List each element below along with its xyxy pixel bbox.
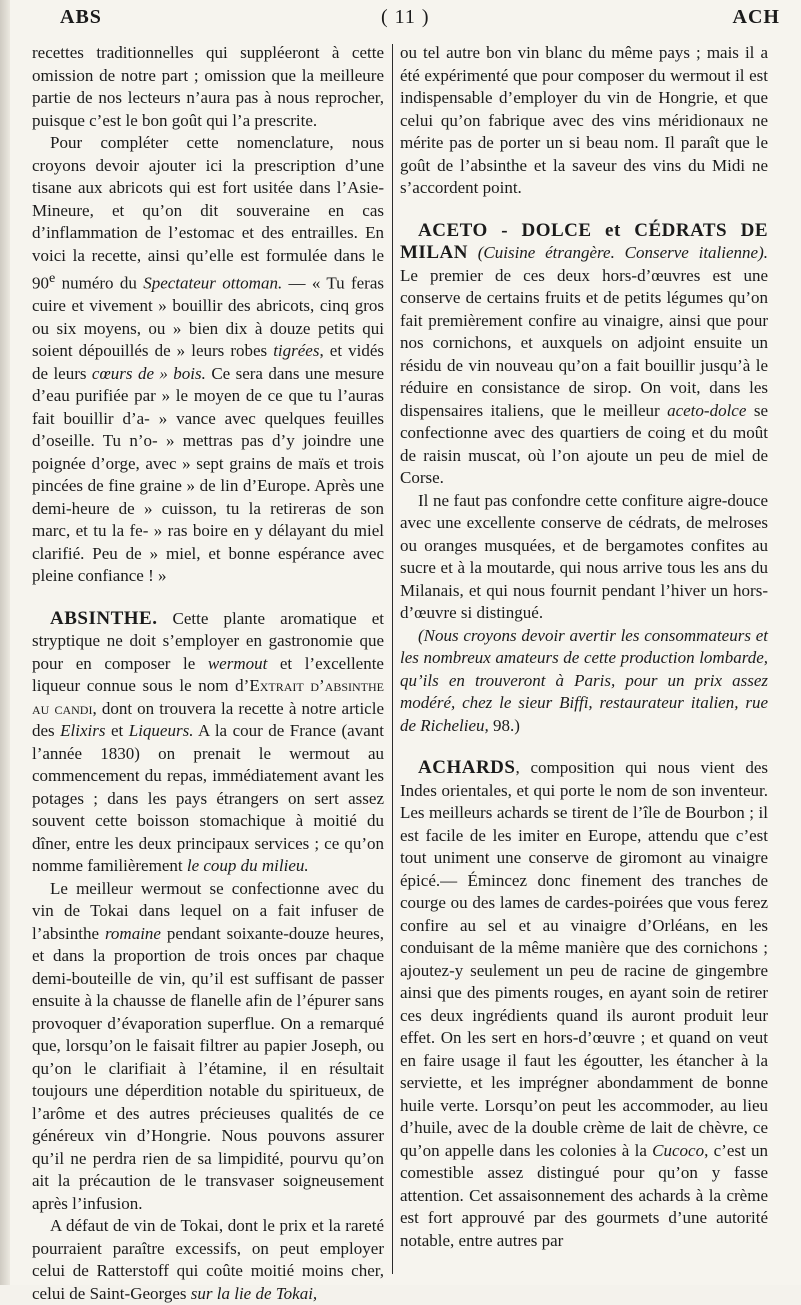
italic-run: le coup du milieu. xyxy=(186,856,309,876)
text-run: et xyxy=(105,721,129,741)
italic-run: Spectateur ottoman. xyxy=(143,273,283,293)
header-left-word: ABS xyxy=(60,6,102,28)
entry-heading: ACETO - DOLCE et CÉDRATS DE MILAN xyxy=(400,219,768,263)
italic-run: sur la lie de Tokai, xyxy=(190,1283,318,1303)
paragraph-tokai xyxy=(32,1215,384,1305)
italic-run: aceto-dolce xyxy=(667,400,747,420)
text-run: numéro du xyxy=(55,273,144,293)
italic-run: Liqueurs. xyxy=(128,721,194,741)
italic-run: Cucoco xyxy=(652,1140,705,1160)
text-run: A la cour de France (avant l’année 1830) on prenait le wermout au commencement du repas, immédiatement avant les potages ; dans les pays étrangers on sert assez souvent cette boisson stomachique à moitié du dîner, entre les deux principaux services ; ce qu’on nomme familièrement xyxy=(32,721,384,876)
text-run: , et vidés de leurs xyxy=(32,341,384,383)
left-column xyxy=(32,42,384,1305)
paragraph-tisane xyxy=(32,132,384,588)
text-run: et l’excellente liqueur connue sous le nom d’ xyxy=(32,653,384,696)
running-header xyxy=(60,4,780,34)
text-run: Pour compléter cette nomenclature, nous croyons devoir ajouter ici la prescription d’une tisane aux abricots qui est fort usitée dans l’Asie-Mineure, et qu’on dit souveraine en cas d’inflammation de l’estomac et des entrailles. En voici la recette, ainsi qu’elle est formulée dans le 90 xyxy=(32,133,384,293)
text-run: Cette plante aromatique et stryptique ne doit s’employer en gastronomie que pour en composer le xyxy=(32,608,384,673)
text-run: 98.) xyxy=(488,715,520,735)
text-run: A défaut de vin de Tokai, dont le prix et la rareté pourraient paraître excessifs, on peut employer celui de Ratterstoff qui coûte moitié moins cher, celui de Saint-Georges xyxy=(32,1216,384,1303)
superscript: e xyxy=(49,270,56,286)
paragraph-wermout xyxy=(32,878,384,1216)
header-right-word: ACH xyxy=(732,6,780,28)
entry-achards xyxy=(400,757,768,1252)
paragraph-note xyxy=(400,625,768,738)
text-run: Le meilleur wermout se confectionne avec du vin de Tokai dans lequel on a fait infuser de l’absinthe xyxy=(32,878,384,943)
small-caps-run: Extrait d’absinthe au candi xyxy=(32,676,384,718)
text-run: Ce sera dans une mesure d’eau purifiée par » le moyen de ce que tu l’auras fait bouillir d’a- » vance avec quelques feuilles d’oseille. Tu n’o- » mettras pas d’y joindre une poignée d’orge, avec » sept grains de maïs et trois pincées de fine graine » de lin d’Europe. Après une demi-heure de » cuisson, tu la retireras de son marc, et tu la fe- » ras boire en y délayant du miel clarifié. Peu de » miel, et bonne espérance avec pleine confiance ! » xyxy=(32,363,385,586)
entry-aceto-dolce xyxy=(400,220,768,490)
italic-run: wermout xyxy=(207,653,268,673)
column-divider xyxy=(392,44,393,1274)
text-run: pendant soixante-douze heures, et dans la proportion de trois onces par chaque demi-bouteille de vin, qu’il est suffisant de passer ensuite à la chausse de flanelle afin de l’épurer sans provoquer d’évaporation superflue. On a remarqué que, lorsqu’on le faisait filtrer au papier Joseph, ou qu’on le clarifiait à l’étamine, il en résultait toujours une déperdition notable du spiritueux, de l’arôme et des autres précieuses qualités de ce généreux vin d’Hongrie. Nous pouvons assurer qu’il ne perdra rien de sa limpidité, pourvu qu’on ait la précaution de le transvaser soigneusement après l’infusion. xyxy=(32,923,384,1213)
right-column xyxy=(400,42,768,1252)
paragraph-continued: recettes traditionnelles qui suppléeront à cette omission de notre part ; omission que la meilleure partie de nos lecteurs n’aura pas à nous reprocher, puisque c’est le bon goût qui l’a prescrite. xyxy=(32,43,384,130)
paragraph-continued: ou tel autre bon vin blanc du même pays ; mais il a été expérimenté que pour composer du wermout il est indispensable d’employer du vin de Hongrie, et que celui qu’on fabrique avec des vins méridionaux ne mérite pas de porter un si beau nom. Il paraît que le goût de l’absinthe et la saveur des vins du Midi ne s’accordent point. xyxy=(400,43,768,197)
entry-heading: ABSINTHE. xyxy=(50,607,158,629)
page-number: ( 11 ) xyxy=(381,6,430,28)
text-run: , dont on trouvera la recette à notre article des xyxy=(32,698,384,741)
text-run: — « Tu feras cuire et vivement » bouillir des abricots, cinq gros ou six moyens, ou » bien dix à douze petits qui soient dépouillés de » leurs robes xyxy=(32,273,385,361)
italic-run: tigrées xyxy=(273,341,320,361)
text-run: Le premier de ces deux hors-d’œuvres est une conserve de certains fruits et de petits légumes qu’on fait premièrement confire au vinaigre, ainsi que pour nos cornichons, et auxquels on adjoint ensuite un résidu de vin nouveau qu’on a fait bouillir jusqu’à le réduire en consistance de sirop. On voit, dans les dispensaires italiens, que le meilleur xyxy=(400,265,768,420)
italic-run: Elixirs xyxy=(60,721,106,741)
binding-gutter xyxy=(0,0,10,1285)
text-run: , composition qui nous vient des Indes orientales, et qui porte le nom de son inventeur. Les meilleurs achards se tirent de l’île de Bourbon ; il est facile de les imiter en Europe, attendu que c’est tout uniment une conserve de giromont au vinaigre épicé.— Émincez donc finement des tranches de courge ou des lames de cardes-poirées que vous ferez confire au sel et au vinaigre d’Orléans, en les conduisant de la même manière que des cornichons ; ajoutez-y seulement un peu de racine de gingembre ainsi que des piments rouges, en ayant soin de retirer ces deux ingrédients quand ils auront produit leur effet. On les sert en hors-d’œuvre ; et quand on veut en faire usage il faut les égoutter, les étancher à la serviette, et les imprégner abondamment de bonne huile verte. Lorsqu’on peut les accommoder, au lieu d’huile, avec de la double crème de lait de chèvre, ce qu’on appelle dans les colonies à la xyxy=(400,758,768,1160)
italic-run: (Cuisine étrangère. Conserve italienne). xyxy=(477,243,768,262)
entry-absinthe xyxy=(32,608,384,878)
entry-heading: ACHARDS xyxy=(418,757,516,778)
italic-run: cœurs de » bois. xyxy=(91,363,206,383)
paragraph-cedrats: Il ne faut pas confondre cette confiture aigre-douce avec une excellente conserve de cédrats, de melroses ou oranges musquées, et de bergamotes confites au sucre et à la moutarde, qui nous arrive tous les ans du Milanais, et qui nous fournit pendant l’hiver un hors-d’œuvre si distingué. xyxy=(400,490,768,622)
italic-run: (Nous croyons devoir avertir les consommateurs et les nombreux amateurs de cette production lombarde, qu’ils en trouveront à Paris, pour un prix assez modéré, chez le sieur Biffi, restaurateur italien, rue de Richelieu, xyxy=(400,625,768,735)
italic-run: romaine xyxy=(104,923,161,943)
text-run: , c’est un comestible assez distingué pour qu’on y fasse attention. Cet assaisonnement des achards à la crème est fort approuvé par des gourmets d’une autorité notable, entre autres par xyxy=(400,1140,768,1250)
text-run: se confectionne avec des quartiers de coing et du moût de raisin muscat, où l’on ajoute un peu de miel de Corse. xyxy=(400,400,768,487)
